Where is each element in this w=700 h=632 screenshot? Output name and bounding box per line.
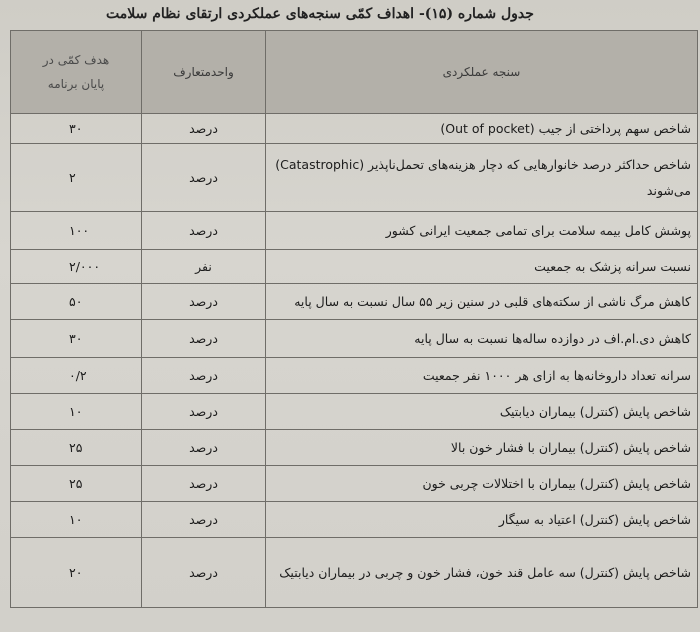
row-unit: درصد <box>142 358 266 394</box>
header-goal-line2: پایان برنامه <box>47 77 105 91</box>
header-goal-line1: هدف کمّی در <box>42 53 110 67</box>
table-title: جدول شماره (۱۵)- اهداف کمّی سنجه‌های عملکردی ارتقای نظام سلامت <box>106 6 534 22</box>
table-row <box>11 394 698 430</box>
row-goal: ۲/۰۰۰ <box>11 250 142 284</box>
row-indicator: شاخص سهم پرداختی از جیب (Out of pocket) <box>266 114 698 144</box>
row-unit: درصد <box>142 538 266 608</box>
row-indicator: پوشش کامل بیمه سلامت برای تمامی جمعیت ایرانی کشور <box>266 212 698 250</box>
row-goal: ۱۰ <box>11 394 142 430</box>
table-row <box>11 466 698 502</box>
table-row <box>11 212 698 250</box>
row-goal: ۱۰ <box>11 502 142 538</box>
row-indicator: شاخص حداکثر درصد خانوارهایی که دچار هزینه‌های تحمل‌ناپذیر (Catastrophic) می‌شوند <box>266 144 698 212</box>
row-goal: ۲۵ <box>11 466 142 502</box>
table-row <box>11 250 698 284</box>
row-indicator: شاخص پایش (کنترل) بیماران با اختلالات چربی خون <box>266 466 698 502</box>
row-unit: درصد <box>142 466 266 502</box>
table-row <box>11 320 698 358</box>
row-goal: ۲ <box>11 144 142 212</box>
row-indicator: سرانه تعداد داروخانه‌ها به ازای هر ۱۰۰۰ نفر جمعیت <box>266 358 698 394</box>
table-row <box>11 502 698 538</box>
row-indicator: شاخص پایش (کنترل) بیماران با فشار خون بالا <box>266 430 698 466</box>
row-goal: ۳۰ <box>11 114 142 144</box>
table-header-row <box>11 31 698 114</box>
row-unit: درصد <box>142 284 266 320</box>
header-goal <box>11 31 142 114</box>
table-row <box>11 358 698 394</box>
row-unit: درصد <box>142 144 266 212</box>
row-goal: ۳۰ <box>11 320 142 358</box>
row-goal: ۲۰ <box>11 538 142 608</box>
header-indicator: سنجه عملکردی <box>266 31 698 114</box>
table-row <box>11 284 698 320</box>
row-indicator: شاخص پایش (کنترل) اعتیاد به سیگار <box>266 502 698 538</box>
row-unit: درصد <box>142 212 266 250</box>
header-unit: واحد‌متعارف <box>142 31 266 114</box>
row-goal: ۱۰۰ <box>11 212 142 250</box>
row-unit: درصد <box>142 394 266 430</box>
row-indicator: کاهش دی.ام.اف در دوازده ساله‌ها نسبت به سال پایه <box>266 320 698 358</box>
row-unit: درصد <box>142 430 266 466</box>
row-indicator: کاهش مرگ ناشی از سکته‌های قلبی در سنین زیر ۵۵ سال نسبت به سال پایه <box>266 284 698 320</box>
table-row <box>11 538 698 608</box>
row-indicator: شاخص پایش (کنترل) سه عامل قند خون، فشار خون و چربی در بیماران دیابتیک <box>266 538 698 608</box>
row-indicator: شاخص پایش (کنترل) بیماران دیابتیک <box>266 394 698 430</box>
row-unit: درصد <box>142 320 266 358</box>
indicators-table <box>10 30 698 608</box>
table-row <box>11 144 698 212</box>
row-goal: ۵۰ <box>11 284 142 320</box>
row-unit: نفر <box>142 250 266 284</box>
row-goal: ۲۵ <box>11 430 142 466</box>
table-row <box>11 430 698 466</box>
row-unit: درصد <box>142 114 266 144</box>
row-indicator: نسبت سرانه پزشک به جمعیت <box>266 250 698 284</box>
row-goal: ۰/۲ <box>11 358 142 394</box>
table-row <box>11 114 698 144</box>
row-unit: درصد <box>142 502 266 538</box>
